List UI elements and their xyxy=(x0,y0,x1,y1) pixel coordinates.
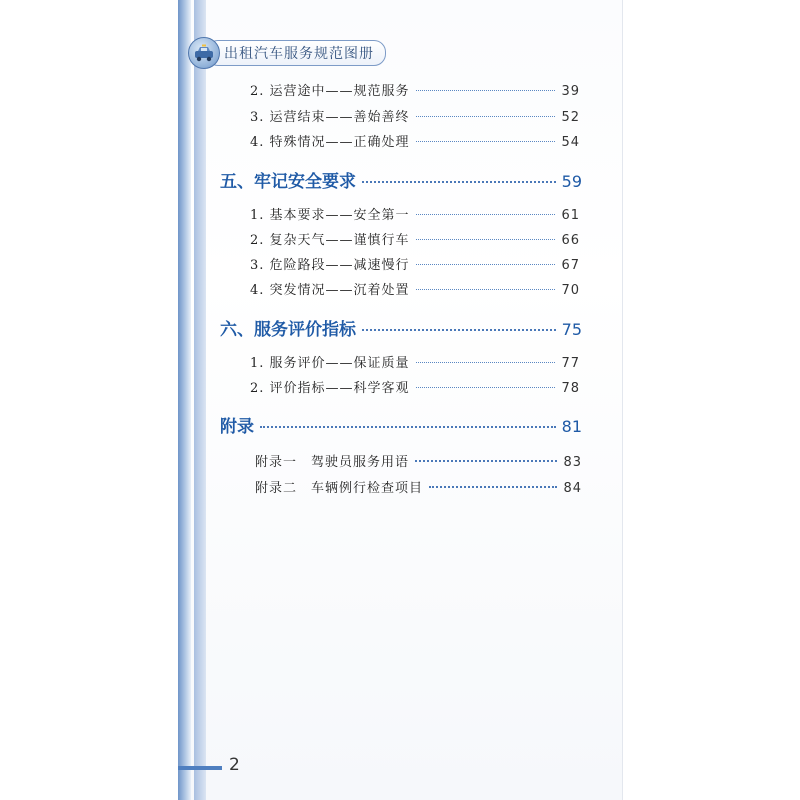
toc-section-label: 附录 xyxy=(220,417,254,437)
toc-page-number: 78 xyxy=(561,381,580,396)
toc-appendix-label xyxy=(255,451,409,470)
dot-leader xyxy=(429,486,557,488)
toc-entry-label: 2. 复杂天气——谨慎行车 xyxy=(250,233,410,248)
dot-leader xyxy=(416,90,556,91)
toc-page-number: 83 xyxy=(563,455,582,470)
footer-accent-bar xyxy=(178,766,222,770)
dot-leader xyxy=(260,426,556,428)
toc-entry-label: 1. 服务评价——保证质量 xyxy=(250,356,410,371)
header-title: 出租汽车服务规范图册 xyxy=(224,46,374,62)
dot-leader xyxy=(416,214,556,215)
taxi-icon xyxy=(188,37,220,69)
toc-entry-label: 4. 特殊情况——正确处理 xyxy=(250,135,410,150)
left-margin-band-light xyxy=(194,0,206,800)
toc-page-number: 77 xyxy=(561,356,580,371)
toc-section-label: 六、服务评价指标 xyxy=(220,320,356,340)
dot-leader xyxy=(415,460,557,462)
toc-page-number: 75 xyxy=(561,320,582,339)
toc-page-number: 54 xyxy=(561,135,580,150)
left-margin-band xyxy=(178,0,191,800)
toc-entry[interactable] xyxy=(250,377,580,396)
toc-appendix-label xyxy=(255,477,423,496)
toc-page-number: 59 xyxy=(561,172,582,191)
toc-page-number: 66 xyxy=(561,233,580,248)
dot-leader xyxy=(362,329,556,331)
toc-section-label: 五、牢记安全要求 xyxy=(220,172,356,192)
appendix-prefix: 附录二 xyxy=(255,481,298,496)
dot-leader xyxy=(416,362,556,363)
toc-section-heading[interactable] xyxy=(220,315,582,340)
toc-page-number: 61 xyxy=(561,208,580,223)
toc-entry[interactable] xyxy=(250,106,580,125)
dot-leader xyxy=(416,289,556,290)
toc-entry-label: 4. 突发情况——沉着处置 xyxy=(250,283,410,298)
toc-entry[interactable] xyxy=(250,204,580,223)
toc-entry[interactable] xyxy=(250,352,580,371)
dot-leader xyxy=(416,264,556,265)
appendix-prefix: 附录一 xyxy=(255,455,298,470)
toc-page-number: 67 xyxy=(561,258,580,273)
dot-leader xyxy=(362,181,556,183)
toc-entry[interactable] xyxy=(250,229,580,248)
footer-page-number: 2 xyxy=(229,755,240,775)
toc-entry-label: 1. 基本要求——安全第一 xyxy=(250,208,410,223)
toc-entry[interactable] xyxy=(250,80,580,99)
toc-page-number: 39 xyxy=(561,84,580,99)
toc-page-number: 81 xyxy=(561,417,582,436)
toc-entry[interactable] xyxy=(250,279,580,298)
dot-leader xyxy=(416,239,556,240)
toc-entry-label: 2. 运营途中——规范服务 xyxy=(250,84,410,99)
toc-page-number: 70 xyxy=(561,283,580,298)
toc-appendix-entry[interactable] xyxy=(255,451,582,470)
toc-entry-label: 2. 评价指标——科学客观 xyxy=(250,381,410,396)
running-header xyxy=(188,37,384,67)
toc-section-heading[interactable] xyxy=(220,412,582,437)
dot-leader xyxy=(416,387,556,388)
appendix-title: 车辆例行检查项目 xyxy=(311,481,424,496)
appendix-title: 驾驶员服务用语 xyxy=(311,455,410,470)
toc-entry[interactable] xyxy=(250,254,580,273)
toc-section-heading[interactable] xyxy=(220,167,582,192)
toc-appendix-entry[interactable] xyxy=(255,477,582,496)
toc-entry[interactable] xyxy=(250,131,580,150)
toc-page-number: 52 xyxy=(561,110,580,125)
toc-page-number: 84 xyxy=(563,481,582,496)
toc-entry-label: 3. 危险路段——减速慢行 xyxy=(250,258,410,273)
toc-entry-label: 3. 运营结束——善始善终 xyxy=(250,110,410,125)
dot-leader xyxy=(416,116,556,117)
dot-leader xyxy=(416,141,556,142)
